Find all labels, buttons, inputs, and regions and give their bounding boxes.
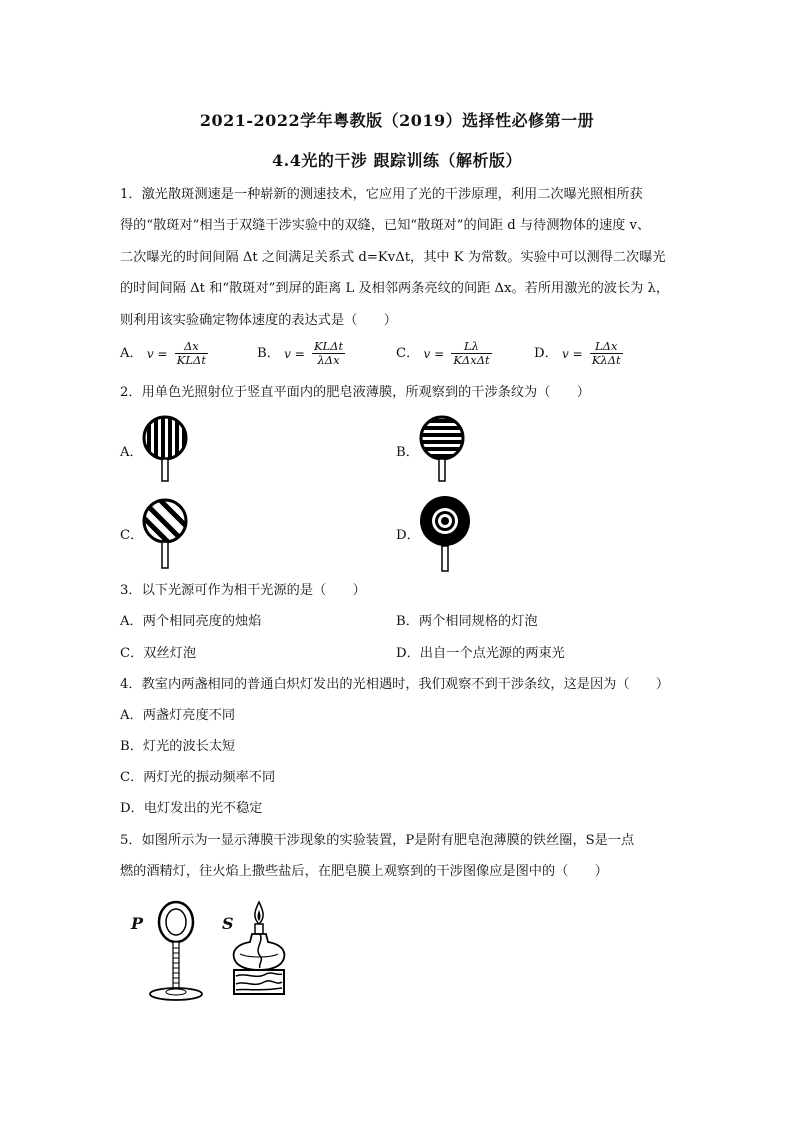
q4-option-a[interactable]: A．两盏灯亮度不同 [120, 708, 236, 723]
q2-option-c-label[interactable]: C． [120, 528, 144, 543]
q3-option-b[interactable]: B．两个相同规格的灯泡 [396, 614, 538, 629]
denominator: λΔx [317, 353, 340, 367]
q1-option-c[interactable] [396, 340, 492, 367]
document-subtitle: 4.4光的干涉 跟踪训练（解析版） [272, 151, 522, 170]
denominator: KΔxΔt [453, 353, 490, 367]
q5-line-2: 燃的酒精灯，往火焰上撒些盐后，在肥皂膜上观察到的干涉图像应是图中的（ ） [120, 864, 608, 879]
wire-loop-stand-icon [143, 900, 203, 1004]
q4-option-c[interactable]: C．两灯光的振动频率不同 [120, 770, 276, 785]
concentric-rings-icon[interactable] [418, 494, 472, 572]
q1-line-1: 1．激光散斑测速是一种崭新的测速技术，它应用了光的干涉原理，利用二次曝光照相所获 [120, 187, 643, 202]
q2-option-a-label[interactable]: A． [120, 445, 143, 460]
option-label: D． [534, 346, 558, 361]
q3-option-a[interactable]: A．两个相同亮度的烛焰 [120, 614, 262, 629]
diagonal-fringes-icon[interactable] [141, 497, 189, 569]
q4-text: 4．教室内两盏相同的普通白炽灯发出的光相遇时，我们观察不到干涉条纹，这是因为（ ） [120, 677, 670, 692]
figure-label-s: S [222, 914, 234, 933]
document-title: 2021-2022学年粤教版（2019）选择性必修第一册 [199, 111, 595, 130]
formula-lhs: v = [146, 346, 168, 361]
q1-option-a[interactable] [120, 340, 208, 367]
vertical-fringes-icon[interactable] [141, 414, 189, 482]
denominator: KLΔt [176, 353, 206, 367]
alcohol-lamp-icon [228, 898, 290, 998]
q1-line-2: 得的“散斑对”相当于双缝干涉实验中的双缝，已知“散斑对”的间距 d 与待测物体的速度 v、 [120, 218, 651, 233]
q2-option-b-label[interactable]: B． [396, 445, 419, 460]
option-label: A． [120, 346, 143, 361]
q1-line-4: 的时间间隔 Δt 和“散斑对”到屏的距离 L 及相邻两条亮纹的间距 Δx。若所用激光的波长为 λ， [120, 281, 670, 296]
numerator: KLΔt [313, 339, 344, 353]
q3-text: 3．以下光源可作为相干光源的是（ ） [120, 583, 366, 598]
denominator: KλΔt [591, 353, 621, 367]
formula-fraction [312, 340, 345, 367]
option-label: B． [257, 346, 280, 361]
q3-option-d[interactable]: D．出自一个点光源的两束光 [396, 646, 565, 661]
option-label: C． [396, 346, 420, 361]
q2-text: 2．用单色光照射位于竖直平面内的肥皂液薄膜，所观察到的干涉条纹为（ ） [120, 385, 590, 400]
q1-option-d[interactable] [534, 340, 623, 367]
figure-label-p: P [131, 914, 144, 933]
numerator: Δx [175, 340, 208, 354]
formula-fraction [590, 340, 623, 367]
formula-fraction [451, 340, 491, 367]
numerator: Lλ [451, 340, 491, 354]
formula-fraction [175, 340, 208, 367]
formula-lhs: v = [284, 346, 305, 361]
q5-line-1: 5．如图所示为一显示薄膜干涉现象的实验装置，P是附有肥皂泡薄膜的铁丝圈，S是一点 [120, 833, 635, 848]
numerator: LΔx [590, 340, 623, 354]
q1-option-b[interactable] [257, 340, 345, 367]
q2-option-d-label[interactable]: D． [396, 528, 420, 543]
q4-option-d[interactable]: D．电灯发出的光不稳定 [120, 801, 263, 816]
q3-option-c[interactable]: C．双丝灯泡 [120, 646, 197, 661]
horizontal-fringes-icon[interactable] [418, 414, 466, 482]
q1-line-3: 二次曝光的时间间隔 Δt 之间满足关系式 d=KvΔt，其中 K 为常数。实验中可以测得二次曝光 [120, 250, 666, 265]
q1-line-5: 则利用该实验确定物体速度的表达式是（ ） [120, 313, 397, 328]
formula-lhs: v = [423, 346, 445, 361]
q4-option-b[interactable]: B．灯光的波长太短 [120, 739, 236, 754]
formula-lhs: v = [561, 346, 583, 361]
